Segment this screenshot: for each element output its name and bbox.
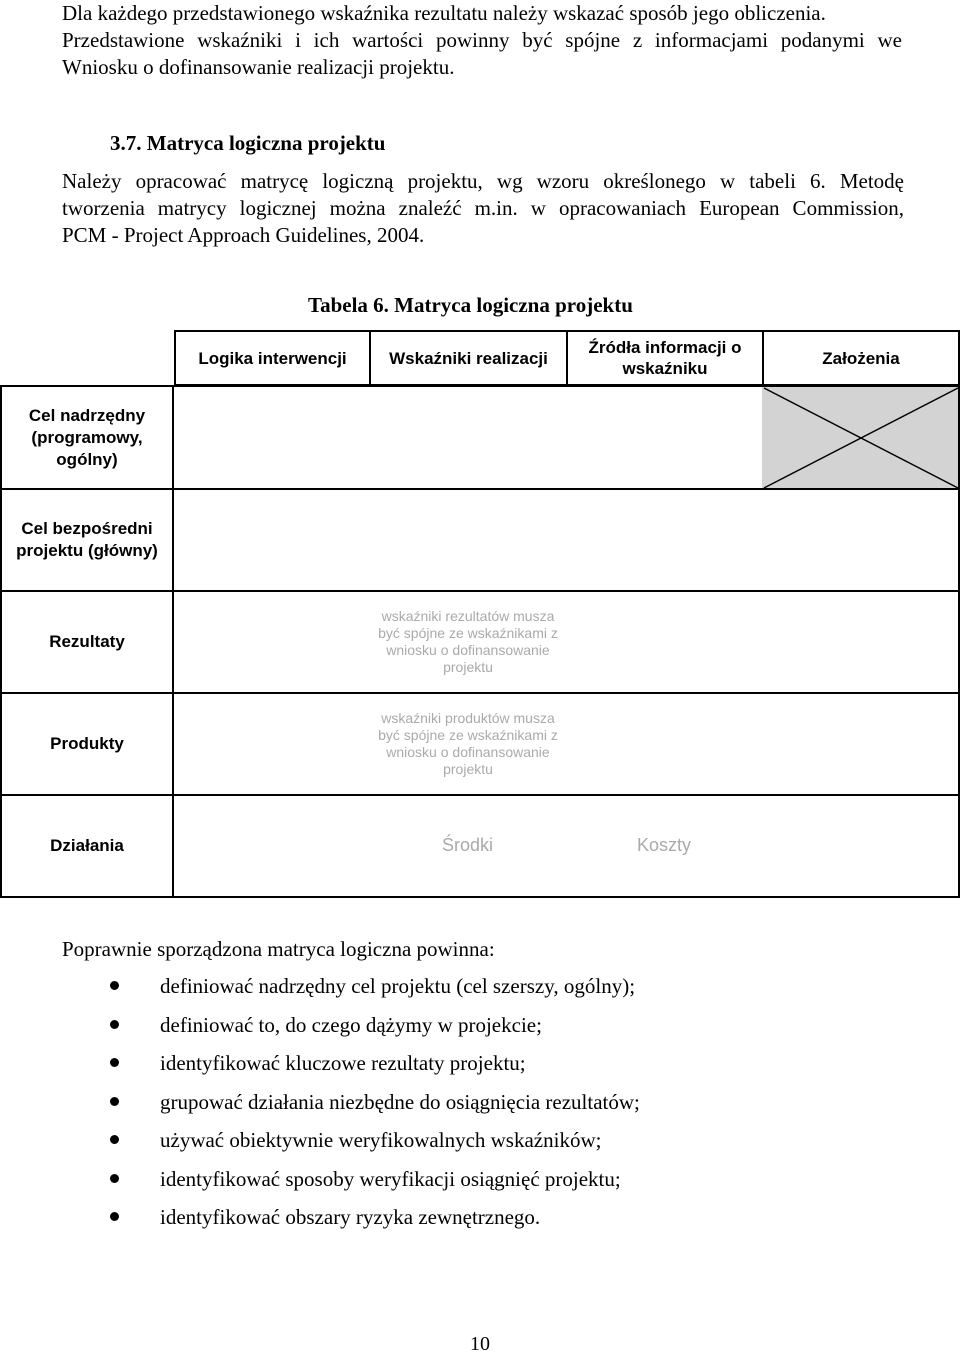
header-label: Założenia (822, 348, 900, 368)
section-heading: 3.7. Matryca logiczna projektu (110, 131, 386, 155)
header-zrodla (566, 330, 762, 386)
bullet-icon (110, 1097, 119, 1106)
row-label-cel-bezposredni (0, 490, 174, 590)
row-label: Rezultaty (49, 632, 125, 651)
requirements-list (110, 973, 640, 1243)
row-label: Działania (50, 836, 124, 855)
header-zalozenia (762, 330, 960, 386)
after-table-intro: Poprawnie sporządzona matryca logiczna powinna: (62, 937, 495, 961)
row-label-produkty (0, 694, 174, 794)
list-item (110, 1050, 640, 1089)
intro-line: Wniosku o dofinansowanie realizacji projektu. (62, 55, 455, 79)
paragraph-line: tworzenia matrycy logicznej można znaleźć m.in. w opracowaniach European Commission, (62, 196, 904, 220)
list-item-text: definiować nadrzędny cel projektu (cel szerszy, ogólny); (160, 974, 636, 998)
list-item-text: definiować to, do czego dążymy w projekcie; (160, 1012, 542, 1037)
dzialania-koszty: Koszty (637, 835, 692, 855)
list-item (110, 1089, 640, 1128)
paragraph-line: PCM - Project Approach Guidelines, 2004. (62, 223, 425, 247)
paragraph-line: Należy opracować matrycę logiczną projektu, wg wzoru określonego w tabeli 6. Metodę (62, 169, 904, 193)
section-paragraph (62, 168, 904, 249)
list-item (110, 1166, 640, 1205)
intro-line: Przedstawione wskaźniki i ich wartości powinny być spójne z informacjami podanymi we (62, 28, 902, 52)
header-logika (174, 330, 369, 386)
list-item (110, 1127, 640, 1166)
bullet-icon (110, 1174, 119, 1183)
row-label-dzialania (0, 796, 174, 896)
row-label: Cel nadrzędny (programowy, ogólny) (28, 405, 146, 469)
list-item (110, 1204, 640, 1243)
intro-line: Dla każdego przedstawionego wskaźnika rezultatu należy wskazać sposób jego obliczenia. (62, 1, 826, 25)
bullet-icon (110, 1135, 119, 1144)
bullet-icon (110, 1020, 119, 1029)
bullet-icon (110, 1212, 119, 1221)
list-item-text: identyfikować obszary ryzyka zewnętrznego. (160, 1205, 541, 1229)
row-label: Produkty (50, 734, 124, 753)
produkty-indicator-note: wskaźniki produktów musza być spójne ze wskaźnikami z wniosku o dofinansowanie projektu (378, 710, 558, 777)
list-item-text: identyfikować kluczowe rezultaty projektu; (160, 1051, 526, 1075)
header-label: Źródła informacji o wskaźniku (588, 338, 742, 378)
bullet-icon (110, 981, 119, 990)
list-item (110, 973, 640, 1012)
row-label: Cel bezpośredni projektu (główny) (16, 519, 158, 560)
crossed-cell (762, 386, 960, 490)
list-item-text: identyfikować sposoby weryfikacji osiągnięć projektu; (160, 1166, 621, 1191)
page-number: 10 (470, 1333, 490, 1355)
table-caption: Tabela 6. Matryca logiczna projektu (308, 293, 633, 317)
rezultaty-indicator-note: wskaźniki rezultatów musza być spójne ze wskaźnikami z wniosku o dofinansowanie projektu (378, 608, 558, 675)
list-item (110, 1012, 640, 1051)
list-item-text: grupować działania niezbędne do osiągnięcia rezultatów; (160, 1089, 640, 1114)
bullet-icon (110, 1058, 119, 1067)
header-label: Wskaźniki realizacji (389, 348, 548, 368)
row-label-rezultaty (0, 592, 174, 692)
header-label: Logika interwencji (198, 348, 347, 368)
row-label-cel-nadrzedny (0, 387, 174, 488)
intro-paragraph (62, 0, 902, 81)
dzialania-srodki: Środki (442, 835, 494, 855)
list-item-text: używać obiektywnie weryfikowalnych wskaźników; (160, 1128, 602, 1152)
header-wskazniki (369, 330, 566, 386)
table-rule (0, 896, 960, 898)
